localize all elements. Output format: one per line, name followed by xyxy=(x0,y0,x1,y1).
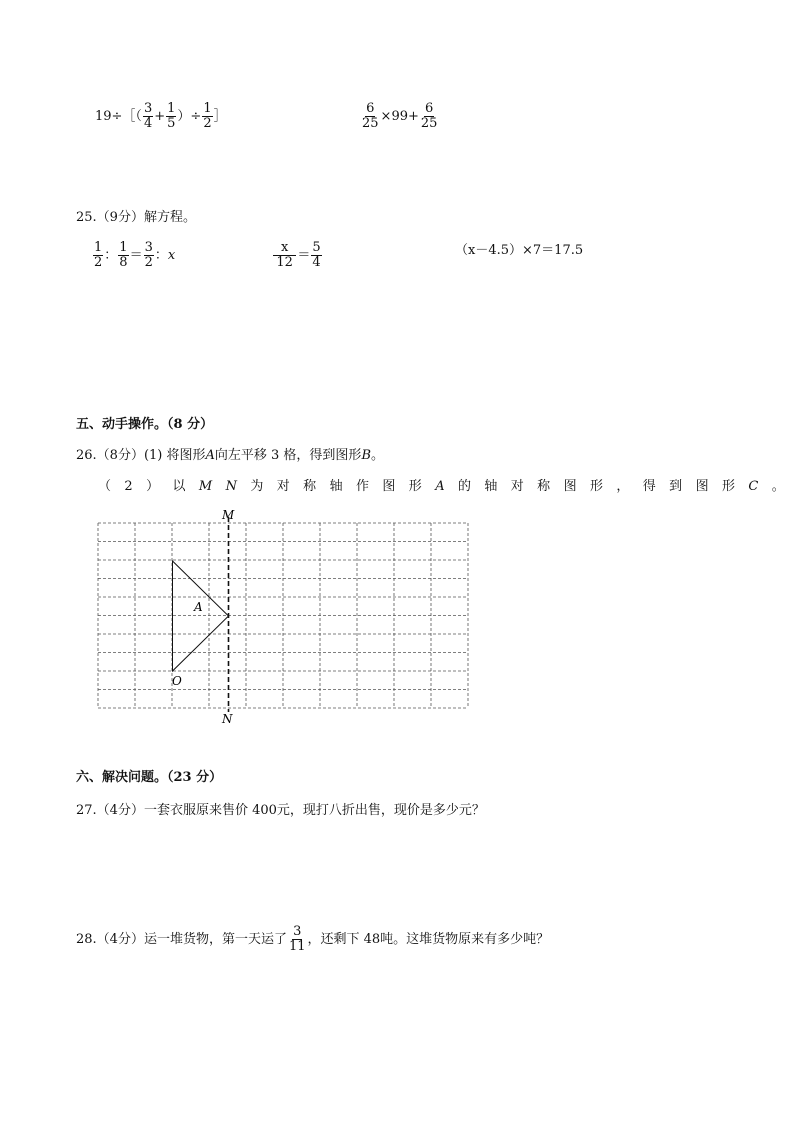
q26-line-2: （2）以MN为对称轴作图形A的轴对称图形，得到图形C。 xyxy=(98,479,798,494)
label-o: O xyxy=(172,674,182,688)
section-5-heading: 五、动手操作。（8 分） xyxy=(76,417,214,432)
calc-expression-2: $\frac{6}{25}$ ×99+ $\frac{6}{25}$ xyxy=(362,101,438,131)
fraction: $\frac{3}{11}$ xyxy=(288,924,306,954)
q27-text: 27.（4分）一套衣服原来售价 400元，现打八折出售，现价是多少元？ xyxy=(76,803,485,818)
dashed-grid xyxy=(98,523,468,708)
grid-figure xyxy=(88,505,478,730)
fraction: $\frac{6}{25}$ xyxy=(420,101,438,131)
fraction: $\frac{3}{4}$ xyxy=(143,101,153,131)
q25-equation-3: （x－4.5）×7＝17.5 xyxy=(455,243,584,258)
q26-line-1: 26.（8分）(1) 将图形A向左平移 3 格，得到图形B。 xyxy=(76,448,385,463)
fraction: $\frac{x}{12}$ xyxy=(273,241,296,270)
fraction: $\frac{3}{2}$ xyxy=(144,240,153,270)
triangle-shape-a xyxy=(173,561,229,671)
label-a: A xyxy=(194,600,203,614)
fraction: $\frac{1}{5}$ xyxy=(167,101,176,131)
fraction: $\frac{1}{2}$ xyxy=(203,101,212,131)
fraction: $\frac{1}{2}$ xyxy=(94,240,103,270)
q25-equation-2: $\frac{x}{12}$ ＝ $\frac{5}{4}$ xyxy=(272,241,323,270)
calc-expression-1: 19÷［（ $\frac{3}{4}$ + $\frac{1}{5}$ ）÷ $\frac{1}{2}$ ］ xyxy=(95,101,227,131)
expr1-lead: 19÷［（ xyxy=(95,109,142,124)
fraction: $\frac{5}{4}$ xyxy=(312,240,321,270)
section-6-heading: 六、解决问题。（23 分） xyxy=(76,770,223,785)
q28-text: 28.（4分）运一堆货物，第一天运了 $\frac{3}{11}$ ，还剩下 48吨。这堆货物原来有多少吨？ xyxy=(76,924,550,954)
q25-equation-1: $\frac{1}{2}$ ： $\frac{1}{8}$ ＝ $\frac{3}{2}$ ：x xyxy=(94,240,176,270)
label-n: N xyxy=(222,712,233,726)
label-m: M xyxy=(222,508,235,522)
fraction: $\frac{1}{8}$ xyxy=(119,240,128,270)
q25-title: 25.（9分）解方程。 xyxy=(76,210,196,225)
fraction: $\frac{6}{25}$ xyxy=(362,101,379,131)
